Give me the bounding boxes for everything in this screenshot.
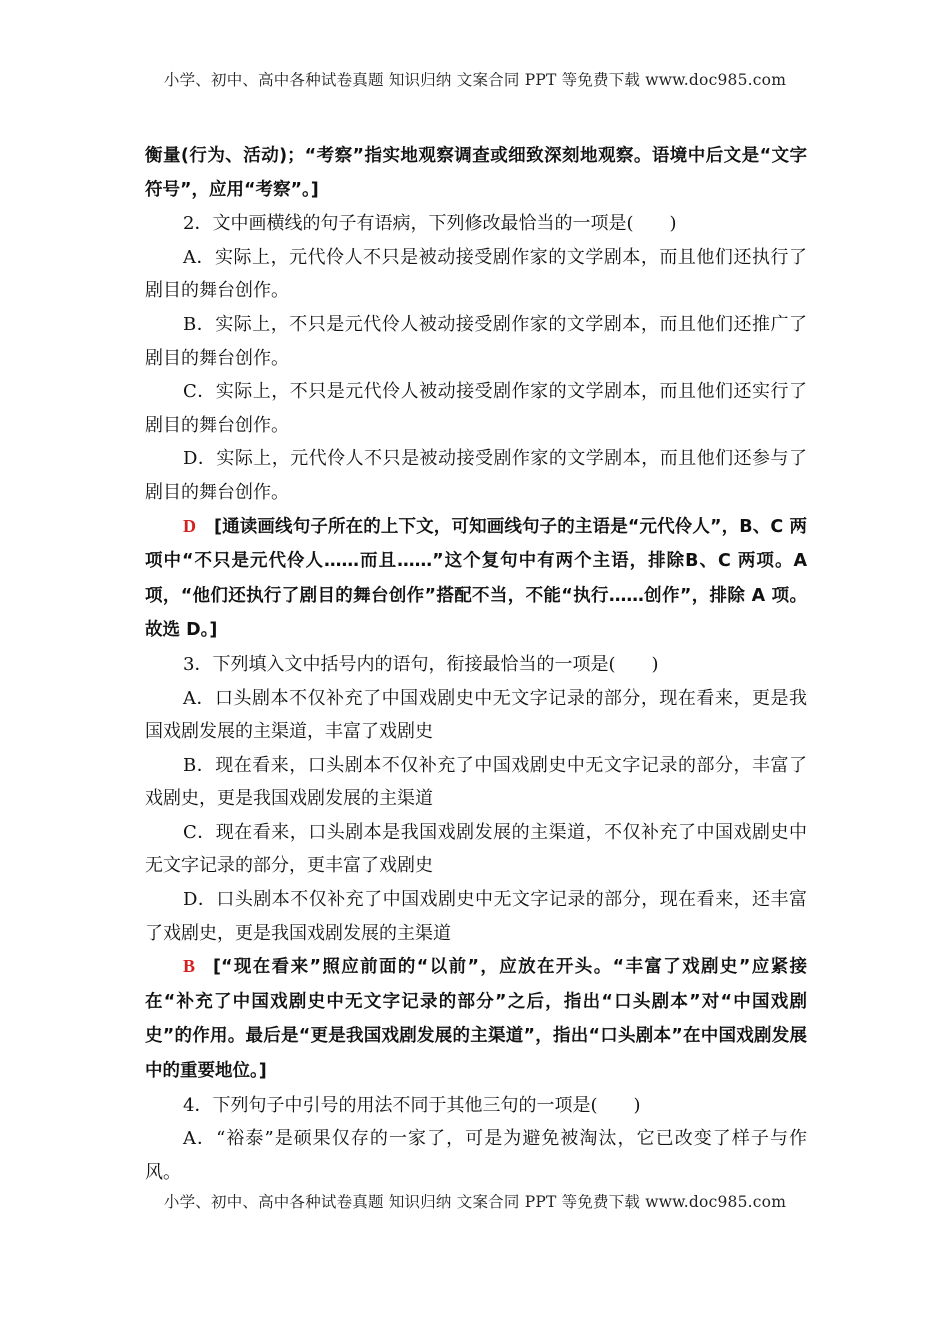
q3-option-d: D．口头剧本不仅补充了中国戏剧史中无文字记录的部分，现在看来，还丰富了戏剧史，更是我国戏剧发展的主渠道 — [145, 889, 807, 944]
q3-stem: 3．下列填入文中括号内的语句，衔接最恰当的一项是( ) — [183, 653, 659, 675]
page-footer: 小学、初中、高中各种试卷真题 知识归纳 文案合同 PPT 等免费下载 www.doc985.com — [163, 1193, 787, 1211]
q2-option-a: A．实际上，元代伶人不只是被动接受剧作家的文学剧本，而且他们还执行了剧目的舞台创作。 — [145, 246, 807, 302]
page-header: 小学、初中、高中各种试卷真题 知识归纳 文案合同 PPT 等免费下载 www.doc985.com — [163, 71, 787, 89]
q3-option-b: B．现在看来，口头剧本不仅补充了中国戏剧史中无文字记录的部分，丰富了戏剧史，更是我国戏剧发展的主渠道 — [145, 754, 807, 810]
q3-option-a: A．口头剧本不仅补充了中国戏剧史中无文字记录的部分，现在看来，更是我国戏剧发展的主渠道，丰富了戏剧史 — [145, 687, 807, 743]
q2-option-c: C．实际上，不只是元代伶人被动接受剧作家的文学剧本，而且他们还实行了剧目的舞台创作。 — [145, 381, 807, 436]
q3-explanation: [“现在看来”照应前面的“以前”，应放在开头。“丰富了戏剧史”应紧接在“补充了中国戏剧史中无文字记录的部分”之后，指出“口头剧本”对“中国戏剧史”的作用。最后是“更是我国戏剧发展的主渠道”，指出“口头剧本”在中国戏剧发展中的重要地位。] — [145, 957, 807, 1082]
q2-stem: 2．文中画横线的句子有语病，下列修改最恰当的一项是( ) — [183, 213, 677, 235]
q2-answer-block — [145, 510, 807, 648]
q3-option-c: C．现在看来，口头剧本是我国戏剧发展的主渠道，不仅补充了中国戏剧史中无文字记录的部分，更丰富了戏剧史 — [145, 821, 807, 877]
q4-option-a: A．“裕泰”是硕果仅存的一家了，可是为避免被淘汰，它已改变了样子与作风。 — [145, 1128, 807, 1183]
q2-explanation: [通读画线句子所在的上下文，可知画线句子的主语是“元代伶人”，B、C 两项中“不只是元代伶人……而且……”这个复句中有两个主语，排除B、C 两项。A 项，“他们还执行了剧目的舞台创作”搭配不当，不能“执行……创作”，排除 A 项。故选 D。] — [145, 516, 807, 641]
q1-explanation-tail: 衡量(行为、活动)；“考察”指实地观察调查或细致深刻地观察。语境中后文是“文字符号”，应用“考察”。] — [145, 146, 807, 200]
q4-stem: 4．下列句子中引号的用法不同于其他三句的一项是( ) — [183, 1094, 641, 1116]
q2-answer: D — [183, 515, 196, 536]
q2-option-d: D．实际上，元代伶人不只是被动接受剧作家的文学剧本，而且他们还参与了剧目的舞台创作。 — [145, 448, 807, 503]
q3-answer: B — [183, 956, 196, 977]
q2-option-b: B．实际上，不只是元代伶人被动接受剧作家的文学剧本，而且他们还推广了剧目的舞台创作。 — [145, 313, 807, 369]
q3-answer-block — [145, 950, 807, 1088]
document-body — [145, 140, 807, 1189]
